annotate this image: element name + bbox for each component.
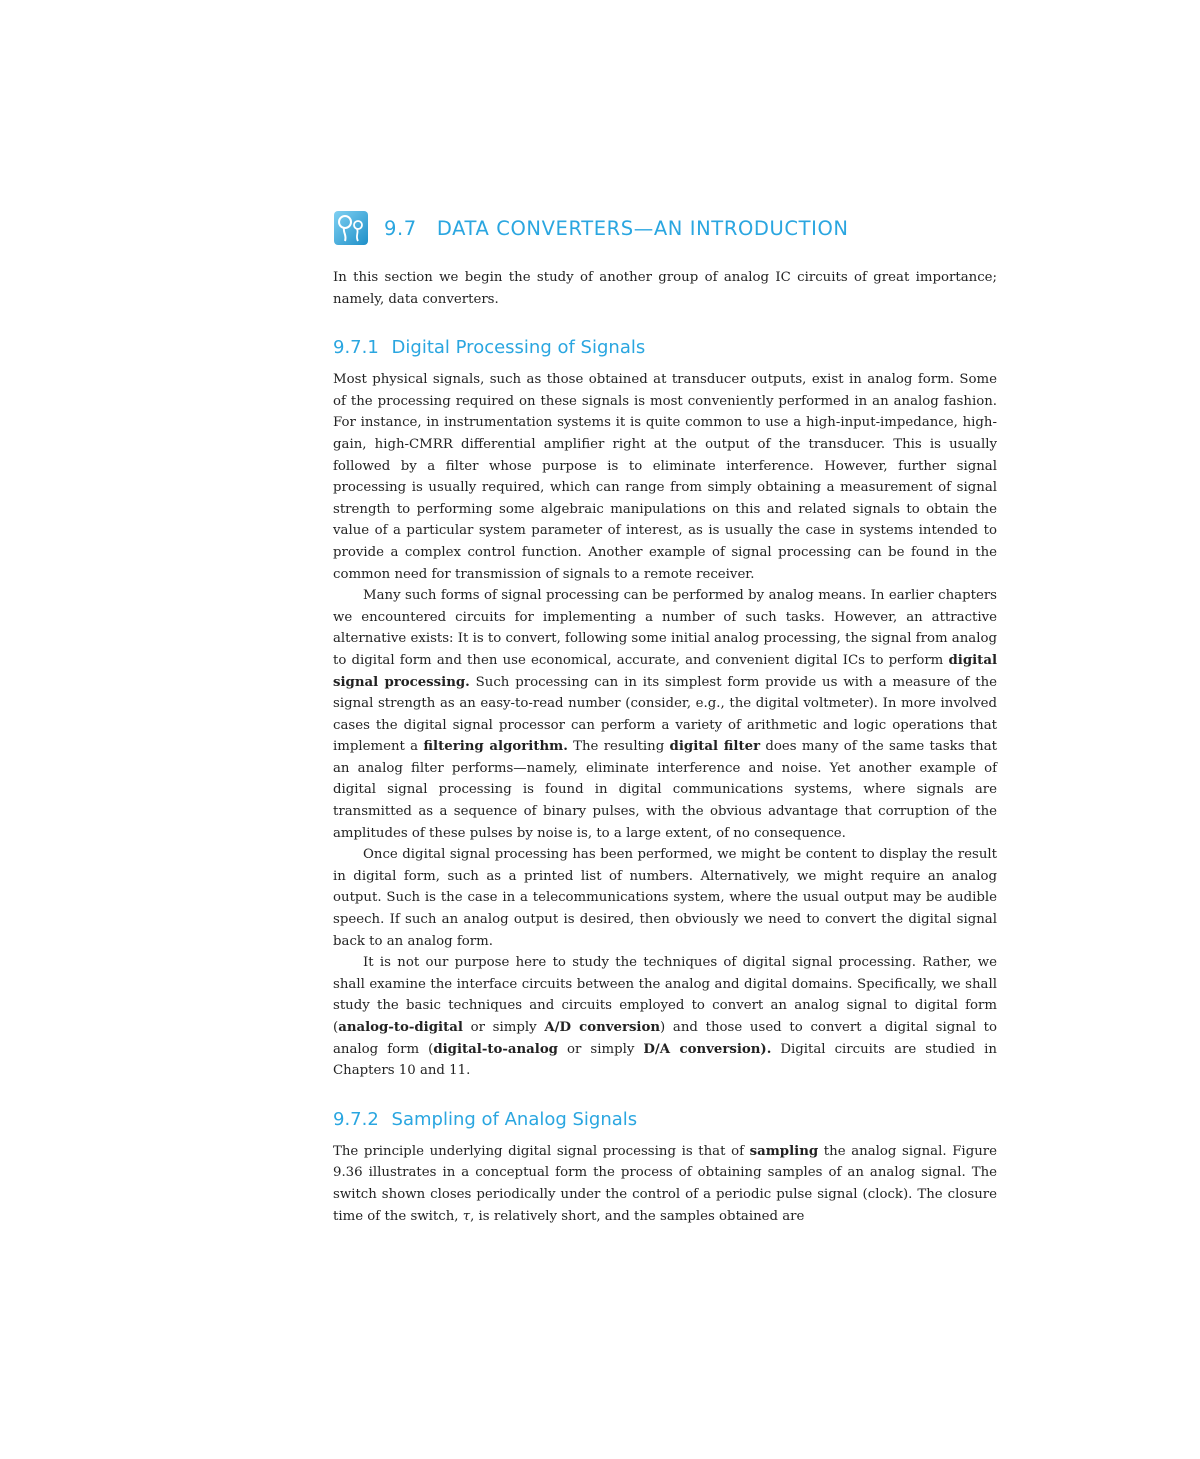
section-title [384,217,849,240]
paragraph-interface-circuits [333,952,997,1082]
paragraph-text: or simply [557,1041,644,1057]
bold-term: filtering algorithm. [423,739,568,755]
paragraph-text: the analog signal. Figure 9.36 illustrates in a conceptual form the process of obtaining samples of an analog signal. The switch shown closes periodically under the control of a periodic pulse signal (clock). The closure time of the switch, [333,1143,997,1224]
bold-term: analog-to-digital [338,1020,463,1035]
bold-term: digital signal processing. [333,652,997,690]
subsection-heading-sampling [333,1109,997,1133]
bold-term: digital-to-analog [433,1041,558,1057]
subsection-number: 9.7.2 [333,1108,379,1130]
bold-term: A/D conversion [544,1020,661,1035]
intro-paragraph: In this section we begin the study of another group of analog IC circuits of great importance; namely, data converters. [333,270,997,307]
paragraph-text: ) and those used to convert a digital signal to analog form ( [333,1020,998,1057]
paragraph-text: It is not our purpose here to study the techniques of digital signal processing. Rather, we shall examine the interface circuits between the analog and digital domains. Specifically, we shall study the basic techniques and circuits employed to convert an analog signal to digital form ( [333,955,997,1035]
bold-term: sampling [749,1143,819,1159]
section-number: 9.7 [384,216,417,240]
paragraph-analog-means [333,585,997,844]
paragraph-text: Many such forms of signal processing can be performed by analog means. In earlier chapters we encountered circuits for implementing a number of such tasks. However, an attractive alternative exists: It is to convert, following some initial analog processing, the signal from analog to digital form and then use economical, accurate, and convenient digital ICs to perform [333,588,997,668]
paragraph-display-result: Once digital signal processing has been performed, we might be content to display the result in digital form, such as a printed list of numbers. Alternatively, we might require an analog output. Such is the case in a telecommunications system, where the usual output may be audible speech. If such an analog output is desired, then obviously we need to convert the digital signal back to an analog form. [333,847,997,949]
paragraph-text: The resulting [567,739,670,755]
bold-term: digital filter [669,739,761,755]
paragraph-text: does many of the same tasks that an analog filter performs—namely, eliminate interference and noise. Yet another example of digital signal processing is found in digital communications systems, where signals are transmitted as a sequence of binary pulses, with the obvious advantage that corruption of the amplitudes of these pulses by noise is, to a large extent, of no consequence. [333,739,998,841]
paragraph-physical-signals: Most physical signals, such as those obtained at transducer outputs, exist in analog form. Some of the processing required on these signals is most conveniently performed in an analog fashion. For instance, in instrumentation systems it is quite common to use a high-input-impedance, high-gain, high-CMRR differential amplifier right at the output of the transducer. This is usually followed by a filter whose purpose is to eliminate interference. However, further signal processing is usually required, which can range from simply obtaining a measurement of signal strength to performing some algebraic manipulations on this and related signals to obtain the value of a particular system parameter of interest, as is usually the case in systems intended to provide a complex control function. Another example of signal processing can be found in the common need for transmission of signals to a remote receiver. [333,372,997,582]
italic-symbol: τ [462,1208,471,1224]
subsection-heading-digital-processing [333,337,997,361]
document-page [333,204,997,1227]
subsection-number: 9.7.1 [333,337,379,359]
paragraph-text: The principle underlying digital signal processing is that of [333,1143,750,1159]
section-title-text: DATA CONVERTERS—AN INTRODUCTION [436,216,849,240]
paragraph-sampling [333,1141,997,1227]
section-heading [333,204,997,252]
subsection-title: Sampling of Analog Signals [391,1108,638,1130]
section-badge-icon [333,210,369,246]
subsection-title: Digital Processing of Signals [391,337,646,359]
paragraph-text: , is relatively short, and the samples obtained are [470,1208,805,1224]
paragraph-text: Such processing can in its simplest form provide us with a measure of the signal strength as an easy-to-read number (consider, e.g., the digital voltmeter). In more involved cases the digital signal processor can perform a variety of arithmetic and logic operations that implement a [333,674,997,755]
bold-term: D/A conversion). [643,1041,772,1057]
paragraph-text: Digital circuits are studied in Chapters 10 and 11. [333,1041,997,1079]
paragraph-text: or simply [462,1020,545,1035]
